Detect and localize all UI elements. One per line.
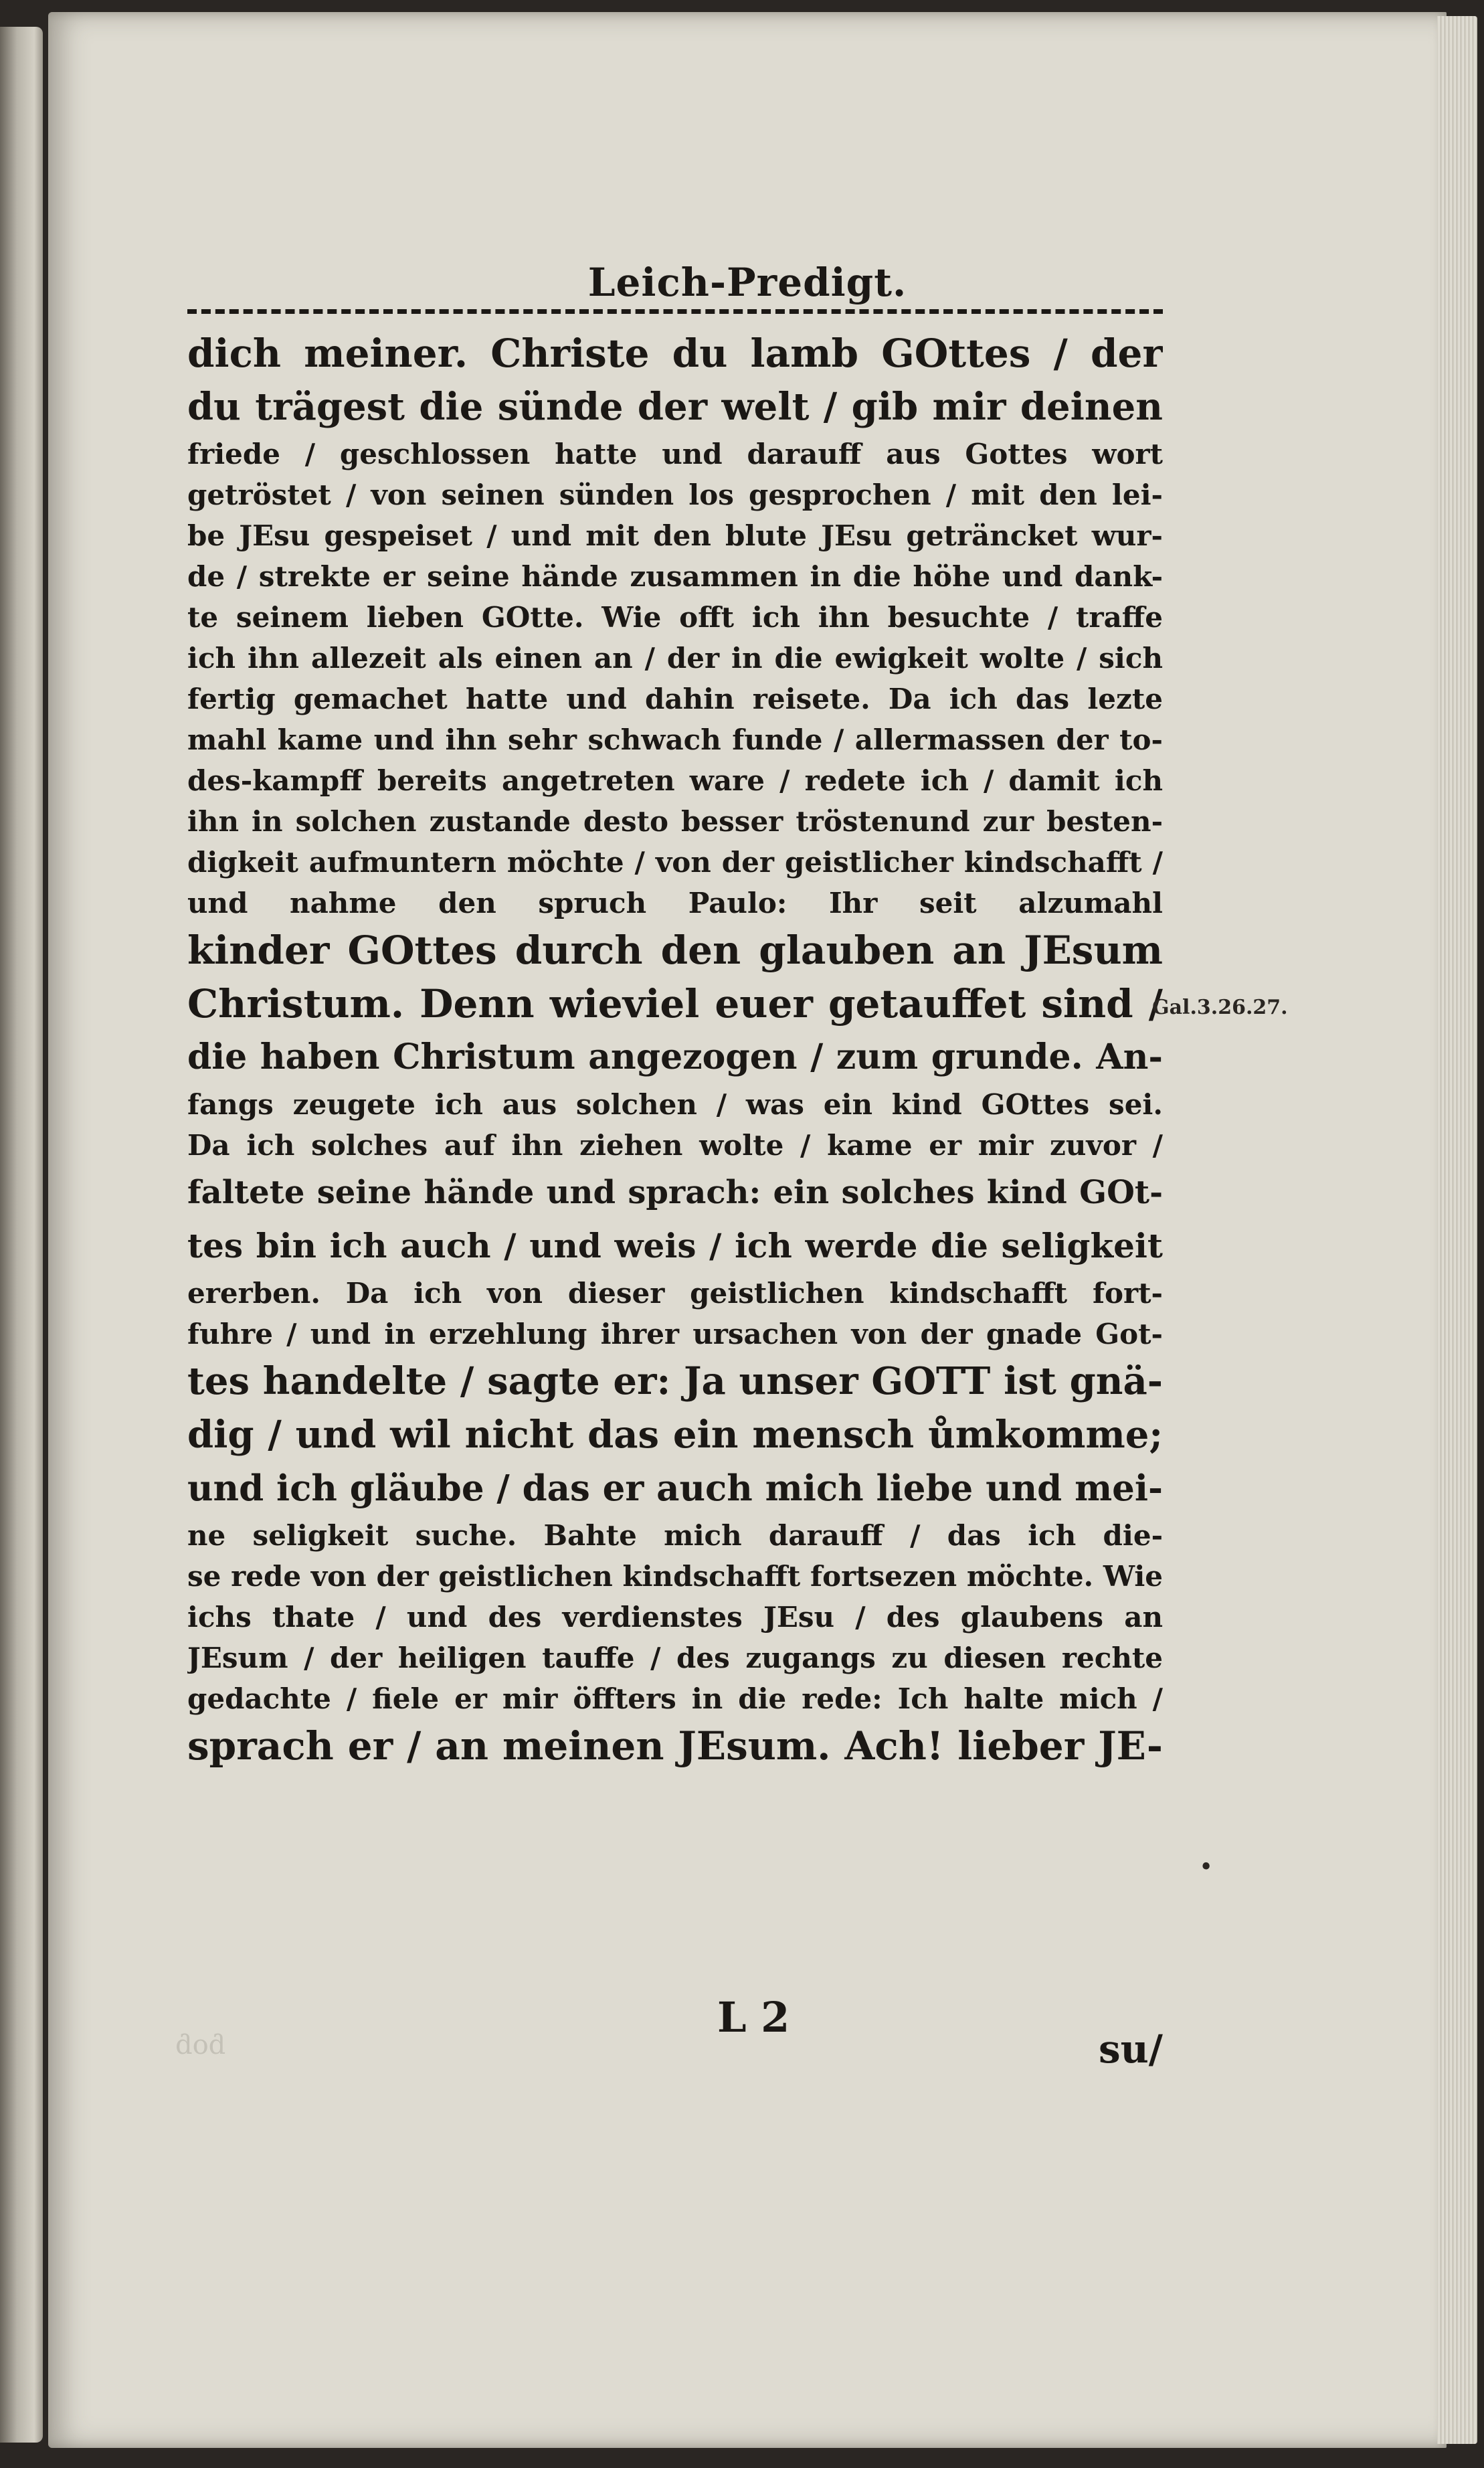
text-line: se rede von der geistlichen kindschafft fortsezen möchte. Wie	[187, 1560, 1163, 1593]
text-line: fuhre / und in erzehlung ihrer ursachen von der gnade Got-	[187, 1318, 1163, 1350]
text-line: digkeit aufmuntern möchte / von der geistlicher kindschafft /	[187, 846, 1163, 879]
text-line: sprach er / an meinen JEsum. Ach! lieber JE-	[187, 1723, 1163, 1769]
text-line: ne seligkeit suche. Bahte mich darauff / das ich die-	[187, 1519, 1163, 1552]
text-line: die haben Christum angezogen / zum grunde. An-	[187, 1037, 1163, 1077]
book-page	[48, 12, 1447, 2448]
text-line: mahl kame und ihn sehr schwach funde / allermassen der to-	[187, 723, 1163, 756]
facing-page-edge	[0, 27, 43, 2443]
running-head: Leich-Predigt.	[587, 260, 907, 305]
text-line: fangs zeugete ich aus solchen / was ein kind GOttes sei.	[187, 1088, 1163, 1121]
text-line: des-kampff bereits angetreten ware / redete ich / damit ich	[187, 764, 1163, 797]
text-line: ichs thate / und des verdienstes JEsu / des glaubens an	[187, 1601, 1163, 1634]
text-line: JEsum / der heiligen tauffe / des zugangs zu diesen rechte	[187, 1642, 1163, 1674]
text-line: friede / geschlossen hatte und darauff aus Gottes wort	[187, 438, 1163, 470]
text-line: fertig gemachet hatte und dahin reisete. Da ich das lezte	[187, 683, 1163, 715]
page-block-edge	[1437, 16, 1477, 2444]
text-line: und nahme den spruch Paulo: Ihr seit alzumahl	[187, 887, 1163, 919]
text-line: tes bin ich auch / und weis / ich werde die seligkeit	[187, 1226, 1163, 1265]
margin-note: Gal.3.26.27.	[1152, 996, 1288, 1019]
head-rule	[187, 309, 1163, 314]
text-line: kinder GOttes durch den glauben an JEsum	[187, 928, 1163, 973]
text-line: faltete seine hände und sprach: ein solches kind GOt-	[187, 1174, 1163, 1211]
text-line: dig / und wil nicht das ein mensch ůmkomme;	[187, 1413, 1163, 1457]
text-line: ich ihn allezeit als einen an / der in die ewigkeit wolte / sich	[187, 642, 1163, 675]
text-line: ihn in solchen zustande desto besser tröstenund zur besten-	[187, 805, 1163, 838]
text-line: gedachte / fiele er mir öffters in die rede: Ich halte mich /	[187, 1682, 1163, 1715]
text-line: te seinem lieben GOtte. Wie offt ich ihn besuchte / traffe	[187, 601, 1163, 634]
catchword: su/	[1098, 2026, 1163, 2072]
text-line: getröstet / von seinen sünden los gesprochen / mit den lei-	[187, 478, 1163, 511]
text-line: ererben. Da ich von dieser geistlichen kindschafft fort-	[187, 1277, 1163, 1310]
text-line: be JEsu gespeiset / und mit den blute JEsu geträncket wur-	[187, 519, 1163, 552]
signature-mark: L 2	[717, 1993, 790, 2042]
margin-dot: •	[1199, 1854, 1214, 1881]
text-line: Christum. Denn wieviel euer getauffet sind /	[187, 981, 1163, 1027]
text-line: dich meiner. Christe du lamb GOttes / der	[187, 331, 1163, 376]
text-line: Da ich solches auf ihn ziehen wolte / kame er mir zuvor /	[187, 1129, 1163, 1162]
text-line: und ich gläube / das er auch mich liebe und mei-	[187, 1468, 1163, 1509]
text-line: de / strekte er seine hände zusammen in die höhe und dank-	[187, 560, 1163, 593]
bleed-through-text: ɓoɓ	[175, 2030, 226, 2060]
body-text	[187, 327, 1163, 1773]
text-line: tes handelte / sagte er: Ja unser GOTT ist gnä-	[187, 1359, 1163, 1403]
text-line: du trägest die sünde der welt / gib mir deinen	[187, 385, 1163, 429]
